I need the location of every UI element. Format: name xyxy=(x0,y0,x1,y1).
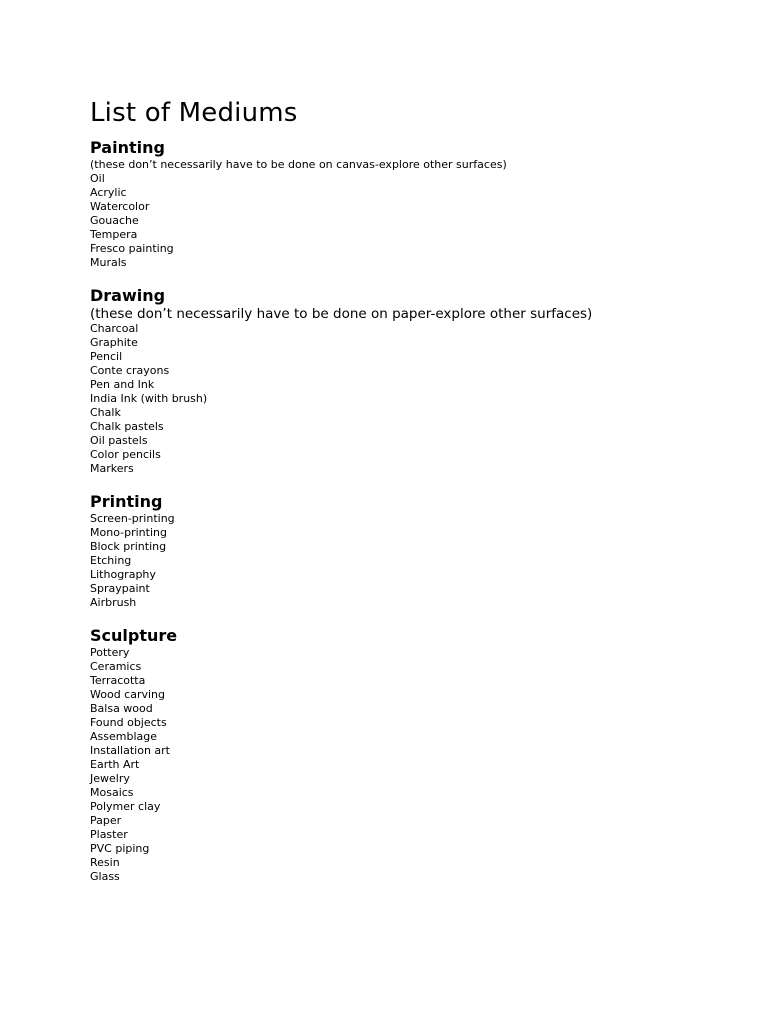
section-heading: Printing xyxy=(90,492,163,511)
section-heading: Drawing xyxy=(90,286,166,305)
list-item: Assemblage xyxy=(90,730,157,743)
list-item: Pencil xyxy=(90,350,123,363)
list-item: Pen and Ink xyxy=(90,378,155,391)
list-item: Watercolor xyxy=(90,200,150,213)
list-item: Charcoal xyxy=(90,322,139,335)
list-item: Mosaics xyxy=(90,786,134,799)
section-sculpture xyxy=(90,626,730,884)
list-item: PVC piping xyxy=(90,842,150,855)
list-item: Color pencils xyxy=(90,448,161,461)
list-item: Glass xyxy=(90,870,120,883)
list-item: Earth Art xyxy=(90,758,140,771)
list-item: Balsa wood xyxy=(90,702,153,715)
section-drawing xyxy=(90,286,730,476)
list-item: Airbrush xyxy=(90,596,137,609)
document-page xyxy=(90,96,730,900)
list-item: Polymer clay xyxy=(90,800,161,813)
list-item: Pottery xyxy=(90,646,130,659)
list-item: India Ink (with brush) xyxy=(90,392,208,405)
page-title: List of Mediums xyxy=(90,98,298,128)
list-item: Graphite xyxy=(90,336,138,349)
list-item: Murals xyxy=(90,256,127,269)
medium-list xyxy=(90,646,730,884)
list-item: Paper xyxy=(90,814,122,827)
section-printing xyxy=(90,492,730,610)
list-item: Plaster xyxy=(90,828,128,841)
list-item: Chalk pastels xyxy=(90,420,164,433)
list-item: Block printing xyxy=(90,540,167,553)
list-item: Etching xyxy=(90,554,132,567)
list-item: Acrylic xyxy=(90,186,127,199)
list-item: Chalk xyxy=(90,406,121,419)
list-item: Resin xyxy=(90,856,120,869)
list-item: Spraypaint xyxy=(90,582,150,595)
medium-list xyxy=(90,512,730,610)
list-item: Mono-printing xyxy=(90,526,167,539)
section-note: (these don’t necessarily have to be done on paper-explore other surfaces) xyxy=(90,306,593,322)
list-item: Installation art xyxy=(90,744,170,757)
section-note: (these don’t necessarily have to be done on canvas-explore other surfaces) xyxy=(90,158,507,171)
list-item: Tempera xyxy=(90,228,138,241)
medium-list xyxy=(90,172,730,270)
section-painting xyxy=(90,138,730,270)
section-heading: Sculpture xyxy=(90,626,178,645)
list-item: Terracotta xyxy=(90,674,146,687)
list-item: Jewelry xyxy=(90,772,130,785)
section-heading: Painting xyxy=(90,138,165,157)
list-item: Found objects xyxy=(90,716,167,729)
medium-list xyxy=(90,322,730,476)
list-item: Wood carving xyxy=(90,688,166,701)
list-item: Markers xyxy=(90,462,134,475)
list-item: Gouache xyxy=(90,214,139,227)
list-item: Screen-printing xyxy=(90,512,175,525)
list-item: Ceramics xyxy=(90,660,142,673)
list-item: Fresco painting xyxy=(90,242,174,255)
list-item: Oil xyxy=(90,172,105,185)
list-item: Oil pastels xyxy=(90,434,148,447)
list-item: Conte crayons xyxy=(90,364,170,377)
list-item: Lithography xyxy=(90,568,156,581)
